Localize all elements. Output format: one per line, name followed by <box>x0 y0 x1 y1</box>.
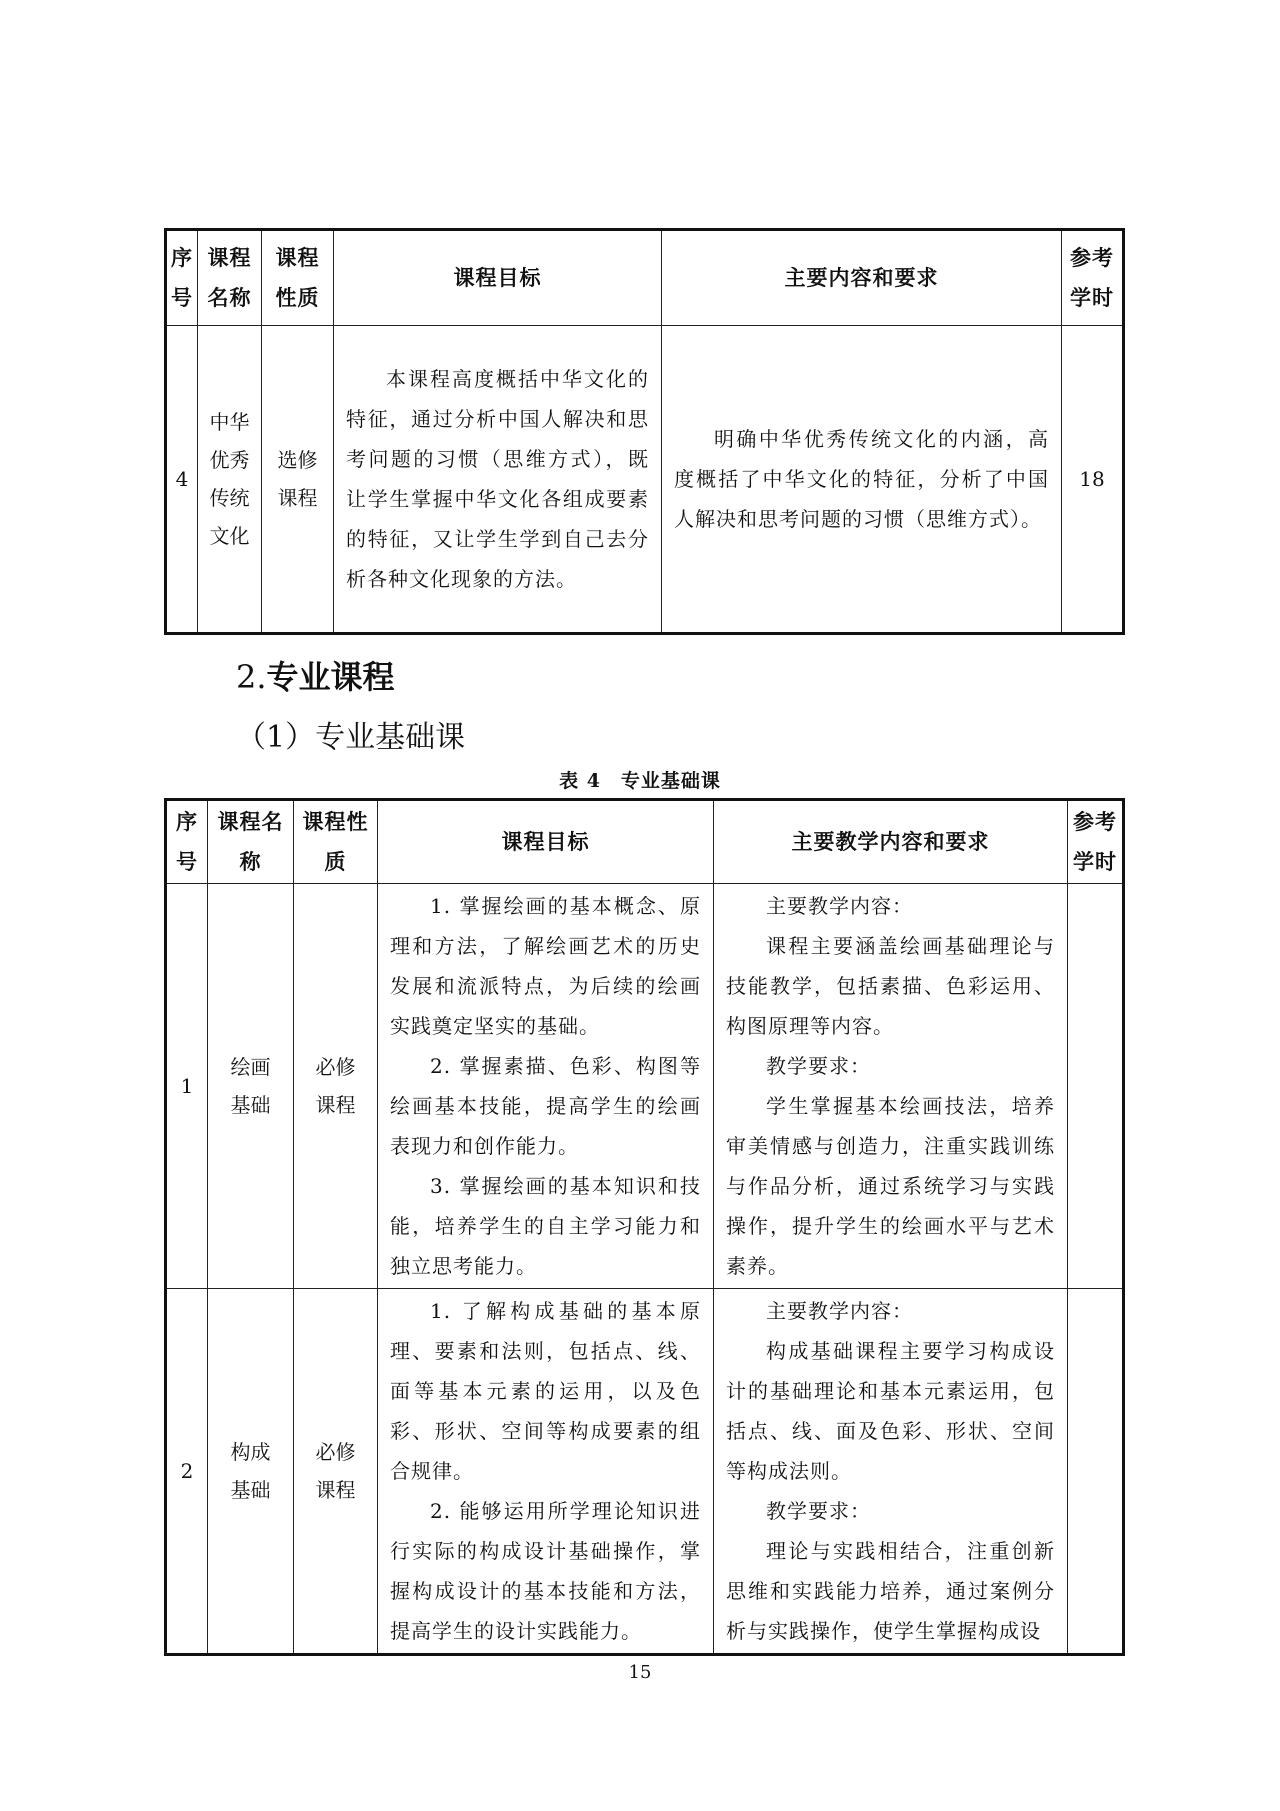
subsection-heading: （1）专业基础课 <box>236 720 466 755</box>
row-nature: 选修 课程 <box>262 326 334 634</box>
table-caption: 表 4 专业基础课 <box>559 770 721 792</box>
table-header-row <box>166 800 1124 884</box>
row-goal: 1. 掌握绘画的基本概念、原理和方法，了解绘画艺术的历史发展和流派特点，为后续的绘画实践奠定坚实的基础。 2. 掌握素描、色彩、构图等绘画基本技能，提高学生的绘画表现力和创作能力。 3. 掌握绘画的基本知识和技能，培养学生的自主学习能力和独立思考能力。 <box>378 884 714 1289</box>
professional-foundation-table <box>164 798 1125 1656</box>
table-row <box>166 326 1124 634</box>
row-name: 构成 基础 <box>208 1289 294 1655</box>
row-hours <box>1068 1289 1124 1655</box>
row-name: 中华 优秀 传统 文化 <box>198 326 262 634</box>
course-table-continued <box>164 228 1125 635</box>
table-row <box>166 1289 1124 1655</box>
header-name: 课程 名称 <box>198 230 262 326</box>
row-no: 4 <box>166 326 198 634</box>
row-hours <box>1068 884 1124 1289</box>
row-no: 2 <box>166 1289 208 1655</box>
table-row <box>166 884 1124 1289</box>
row-nature: 必修 课程 <box>294 884 378 1289</box>
header-nature: 课程 性质 <box>262 230 334 326</box>
header-content: 主要内容和要求 <box>662 230 1062 326</box>
row-no: 1 <box>166 884 208 1289</box>
table-header-row <box>166 230 1124 326</box>
header-hours: 参考 学时 <box>1062 230 1124 326</box>
header-goal: 课程目标 <box>334 230 662 326</box>
row-name: 绘画 基础 <box>208 884 294 1289</box>
row-content: 主要教学内容： 构成基础课程主要学习构成设计的基础理论和基本元素运用，包括点、线、面及色彩、形状、空间等构成法则。 教学要求： 理论与实践相结合，注重创新思维和实践能力培养，通过案例分析与实践操作，使学生掌握构成设 <box>714 1289 1068 1655</box>
header-hours: 参考 学时 <box>1068 800 1124 884</box>
header-nature: 课程性 质 <box>294 800 378 884</box>
row-content: 主要教学内容： 课程主要涵盖绘画基础理论与技能教学，包括素描、色彩运用、构图原理等内容。 教学要求： 学生掌握基本绘画技法，培养审美情感与创造力，注重实践训练与作品分析，通过系统学习与实践操作，提升学生的绘画水平与艺术素养。 <box>714 884 1068 1289</box>
header-goal: 课程目标 <box>378 800 714 884</box>
row-nature: 必修 课程 <box>294 1289 378 1655</box>
header-no: 序 号 <box>166 800 208 884</box>
row-goal: 本课程高度概括中华文化的特征，通过分析中国人解决和思考问题的习惯（思维方式），既让学生掌握中华文化各组成要素的特征，又让学生学到自己去分析各种文化现象的方法。 <box>334 326 662 634</box>
header-content: 主要教学内容和要求 <box>714 800 1068 884</box>
row-content: 明确中华优秀传统文化的内涵，高度概括了中华文化的特征，分析了中国人解决和思考问题的习惯（思维方式）。 <box>662 326 1062 634</box>
row-hours: 18 <box>1062 326 1124 634</box>
header-no: 序 号 <box>166 230 198 326</box>
section-heading: 2.专业课程 <box>236 658 395 696</box>
header-name: 课程名 称 <box>208 800 294 884</box>
row-goal: 1. 了解构成基础的基本原理、要素和法则，包括点、线、面等基本元素的运用，以及色彩、形状、空间等构成要素的组合规律。 2. 能够运用所学理论知识进行实际的构成设计基础操作，掌握构成设计的基本技能和方法，提高学生的设计实践能力。 <box>378 1289 714 1655</box>
page-number: 15 <box>628 1662 652 1683</box>
